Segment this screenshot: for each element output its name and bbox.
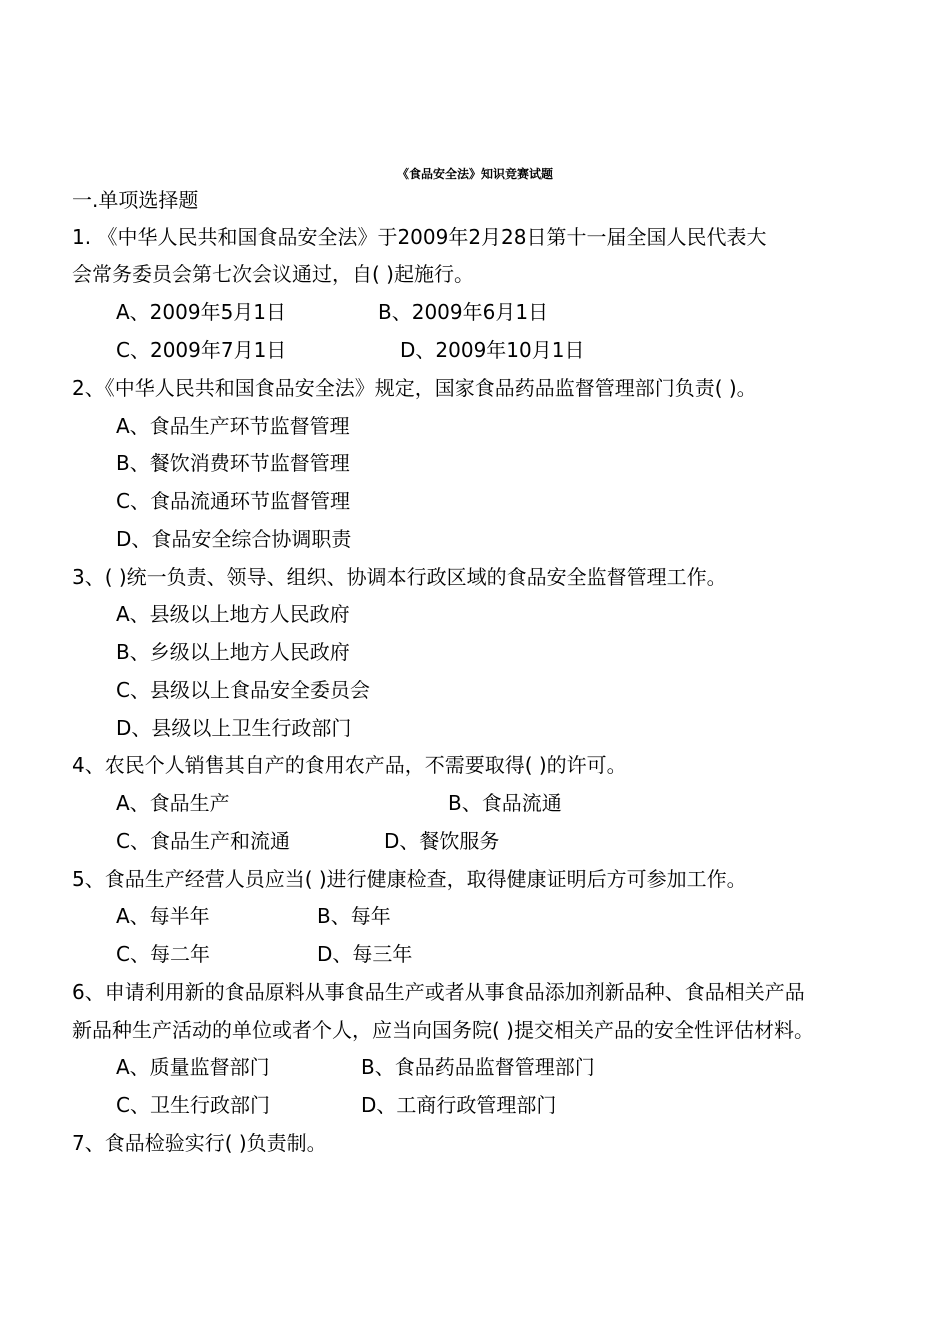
- question-1-text-line-1: 1. 《中华人民共和国食品安全法》于2009年2月28日第十一届全国人民代表大: [72, 225, 767, 249]
- question-4-option-b: B、食品流通: [448, 791, 562, 815]
- question-5-option-b: B、每年: [317, 904, 391, 928]
- question-4-option-c: C、食品生产和流通: [116, 829, 290, 853]
- question-1-option-c: C、2009年7月1日: [116, 338, 287, 362]
- question-6-text-line-1: 6、申请利用新的食品原料从事食品生产或者从事食品添加剂新品种、食品相关产品: [72, 980, 805, 1004]
- question-6-option-c: C、卫生行政部门: [116, 1093, 270, 1117]
- question-1-option-a: A、2009年5月1日: [116, 300, 287, 324]
- question-1-text-line-2: 会常务委员会第七次会议通过，自( )起施行。: [72, 262, 474, 286]
- question-2-option-c: C、食品流通环节监督管理: [116, 489, 350, 513]
- question-5-option-a: A、每半年: [116, 904, 210, 928]
- question-2-option-b: B、餐饮消费环节监督管理: [116, 451, 350, 475]
- question-3-option-b: B、乡级以上地方人民政府: [116, 640, 350, 664]
- question-3-text: 3、( )统一负责、领导、组织、协调本行政区域的食品安全监督管理工作。: [72, 565, 727, 589]
- document-title: 《食品安全法》知识竞赛试题: [396, 167, 553, 181]
- question-6-text-line-2: 新品种生产活动的单位或者个人，应当向国务院( )提交相关产品的安全性评估材料。: [72, 1018, 814, 1042]
- question-4-option-a: A、食品生产: [116, 791, 230, 815]
- section-heading: 一.单项选择题: [72, 188, 199, 212]
- question-3-option-c: C、县级以上食品安全委员会: [116, 678, 370, 702]
- question-6-option-b: B、食品药品监督管理部门: [361, 1055, 595, 1079]
- question-4-option-d: D、餐饮服务: [384, 829, 500, 853]
- question-1-option-d: D、2009年10月1日: [400, 338, 585, 362]
- question-1-option-b: B、2009年6月1日: [378, 300, 549, 324]
- question-2-option-a: A、食品生产环节监督管理: [116, 414, 350, 438]
- question-4-text: 4、农民个人销售其自产的食用农产品，不需要取得( )的许可。: [72, 753, 627, 777]
- question-5-option-c: C、每二年: [116, 942, 210, 966]
- question-3-option-d: D、县级以上卫生行政部门: [116, 716, 352, 740]
- question-2-option-d: D、食品安全综合协调职责: [116, 527, 352, 551]
- question-5-text: 5、食品生产经营人员应当( )进行健康检查，取得健康证明后方可参加工作。: [72, 867, 747, 891]
- question-7-text: 7、食品检验实行( )负责制。: [72, 1131, 327, 1155]
- question-5-option-d: D、每三年: [317, 942, 413, 966]
- question-6-option-a: A、质量监督部门: [116, 1055, 270, 1079]
- question-2-text: 2、《中华人民共和国食品安全法》规定，国家食品药品监督管理部门负责( )。: [72, 376, 757, 400]
- question-3-option-a: A、县级以上地方人民政府: [116, 602, 350, 626]
- question-6-option-d: D、工商行政管理部门: [361, 1093, 557, 1117]
